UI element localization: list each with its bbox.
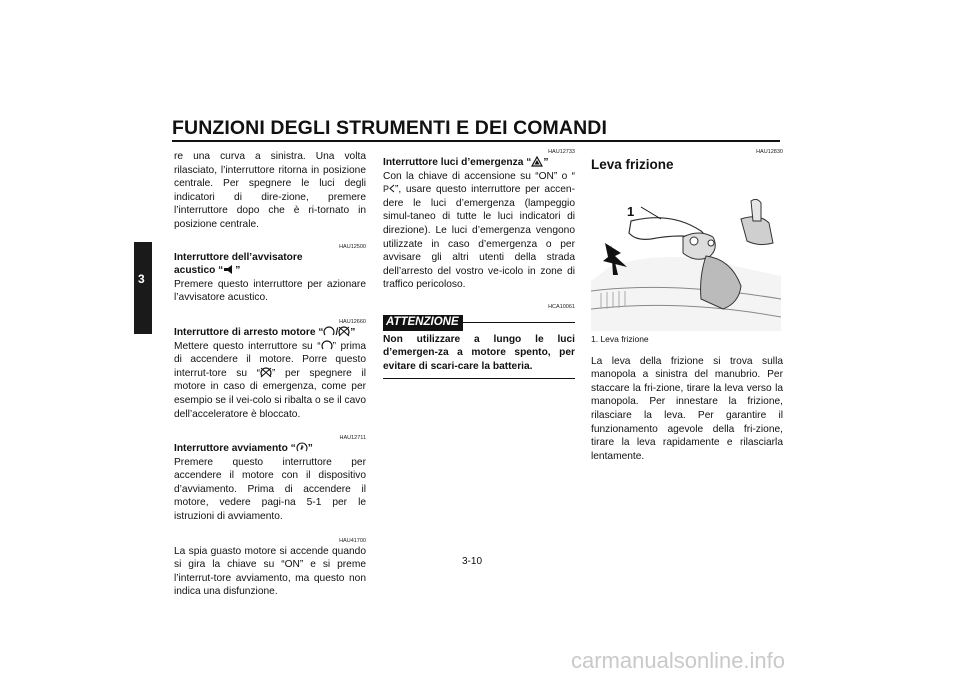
figure-caption: 1. Leva frizione bbox=[591, 334, 649, 344]
caution-line bbox=[463, 322, 575, 323]
chapter-number: 3 bbox=[138, 272, 145, 286]
start-body: Premere questo interruttore per accendere il motore con il dispositivo d’avviamento. Prima di accendere il motore, vedere pagi-na 5-1 per le istruzioni di avviamento. bbox=[174, 456, 366, 523]
caution-label: ATTENZIONE bbox=[383, 315, 463, 331]
header-rule bbox=[172, 140, 780, 142]
horn-title bbox=[174, 251, 366, 278]
clutch-lever-illustration bbox=[591, 181, 781, 331]
hazard-title-text: Interruttore luci d’emergenza “ bbox=[383, 157, 532, 168]
stop-body bbox=[174, 340, 366, 422]
section-code-clutch: HAU12830 bbox=[756, 149, 783, 155]
column-1 bbox=[174, 150, 366, 599]
stop-body-c: ” per spegnere il motore in caso di emergenza, come per esempio se il vei-colo si ribalta o se il cavo dell’acceleratore è bloccato. bbox=[174, 367, 366, 420]
hazard-title-close: ” bbox=[543, 157, 549, 168]
intro-paragraph: re una curva a sinistra. Una volta rilasciato, l’interruttore ritorna in posizione centrale. Per spegnere le luci degli indicatori di dire-zione, premere l’interruttore dopo che è ri-tornato in posizione centrale. bbox=[174, 151, 366, 230]
stop-body-a: Mettere questo interruttore su “ bbox=[174, 340, 321, 352]
hazard-body-a: Con la chiave di accensione su “ON” o “ bbox=[383, 170, 575, 182]
horn-body: Premere questo interruttore per azionare l’avvisatore acustico. bbox=[174, 278, 366, 304]
hazard-icon bbox=[531, 156, 543, 167]
clutch-title: Leva frizione bbox=[591, 157, 674, 172]
section-code-horn: HAU12500 bbox=[339, 243, 366, 250]
section-code-warning: HAU41700 bbox=[339, 537, 366, 544]
horn-title-close: ” bbox=[235, 265, 241, 277]
horn-title-line2: acustico “ bbox=[174, 265, 224, 277]
hazard-title bbox=[383, 156, 575, 170]
horn-title-line1: Interruttore dell’avvisatore bbox=[174, 251, 303, 263]
section-code-start: HAU12711 bbox=[339, 435, 366, 442]
caution-header bbox=[383, 315, 575, 331]
stop-title bbox=[174, 326, 366, 340]
engine-stop-icon bbox=[260, 367, 272, 378]
caution-body: Non utilizzare a lungo le luci d’emergen-za a motore spento, per evitare di scari-care la batteria. bbox=[383, 333, 575, 372]
hazard-body bbox=[383, 170, 575, 292]
horn-icon bbox=[223, 264, 235, 275]
column-3 bbox=[591, 150, 783, 463]
start-title-close: ” bbox=[307, 443, 313, 455]
clutch-body: La leva della frizione si trova sulla manopola a sinistra del manubrio. Per staccare la fri-zione, tirare la leva verso la manopola. Per innestare la frizione, rilasciare la leva. Per garantire il funzionamento agevole della fri-zione, tirare la leva rapidamente e rilasciarla lentamente. bbox=[591, 355, 783, 462]
figure-callout: 1 bbox=[627, 204, 635, 219]
engine-stop-icon bbox=[338, 326, 350, 337]
clutch-lever-figure bbox=[591, 181, 781, 331]
svg-text:P: P bbox=[383, 184, 390, 195]
stop-title-text: Interruttore di arresto motore “ bbox=[174, 326, 324, 338]
hazard-body-b: ”, usare questo interruttore per accen-dere le luci d’emergenza (lampeggio simul-taneo di tutte le luci indicatori di direzione). Le luci d’emergenza vengono utilizzate in caso d’emergenza o per avvisare gli altri utenti della strada dell’arresto del vostro ve-icolo in zone di traffico pericoloso. bbox=[383, 184, 575, 291]
parking-icon bbox=[383, 183, 395, 194]
stop-title-close: ” bbox=[350, 326, 356, 338]
stop-title-sep: / bbox=[335, 326, 339, 338]
chapter-tab bbox=[134, 242, 152, 334]
start-title bbox=[174, 442, 366, 456]
section-code-hazard: HAU12733 bbox=[548, 149, 575, 155]
warning-body: La spia guasto motore si accende quando si gira la chiave su “ON” e si preme l’interrut-tore avviamento, ma questo non indica una disfunzione. bbox=[174, 545, 366, 598]
stop-body-b: ” prima di accendere il motore. Porre questo interrut-tore su “ bbox=[174, 340, 366, 379]
start-title-text: Interruttore avviamento “ bbox=[174, 443, 296, 455]
engine-run-icon bbox=[321, 340, 333, 351]
engine-run-icon bbox=[323, 326, 335, 337]
page-title: FUNZIONI DEGLI STRUMENTI E DEI COMANDI bbox=[172, 117, 607, 139]
caution-rule bbox=[383, 378, 575, 379]
column-2 bbox=[383, 150, 575, 379]
section-code-stop: HAU12660 bbox=[339, 318, 366, 325]
section-code-caution: HCA10061 bbox=[548, 303, 575, 310]
page-number: 3-10 bbox=[462, 556, 483, 567]
start-icon bbox=[296, 442, 308, 453]
watermark: carmanualsonline.info bbox=[571, 648, 786, 673]
